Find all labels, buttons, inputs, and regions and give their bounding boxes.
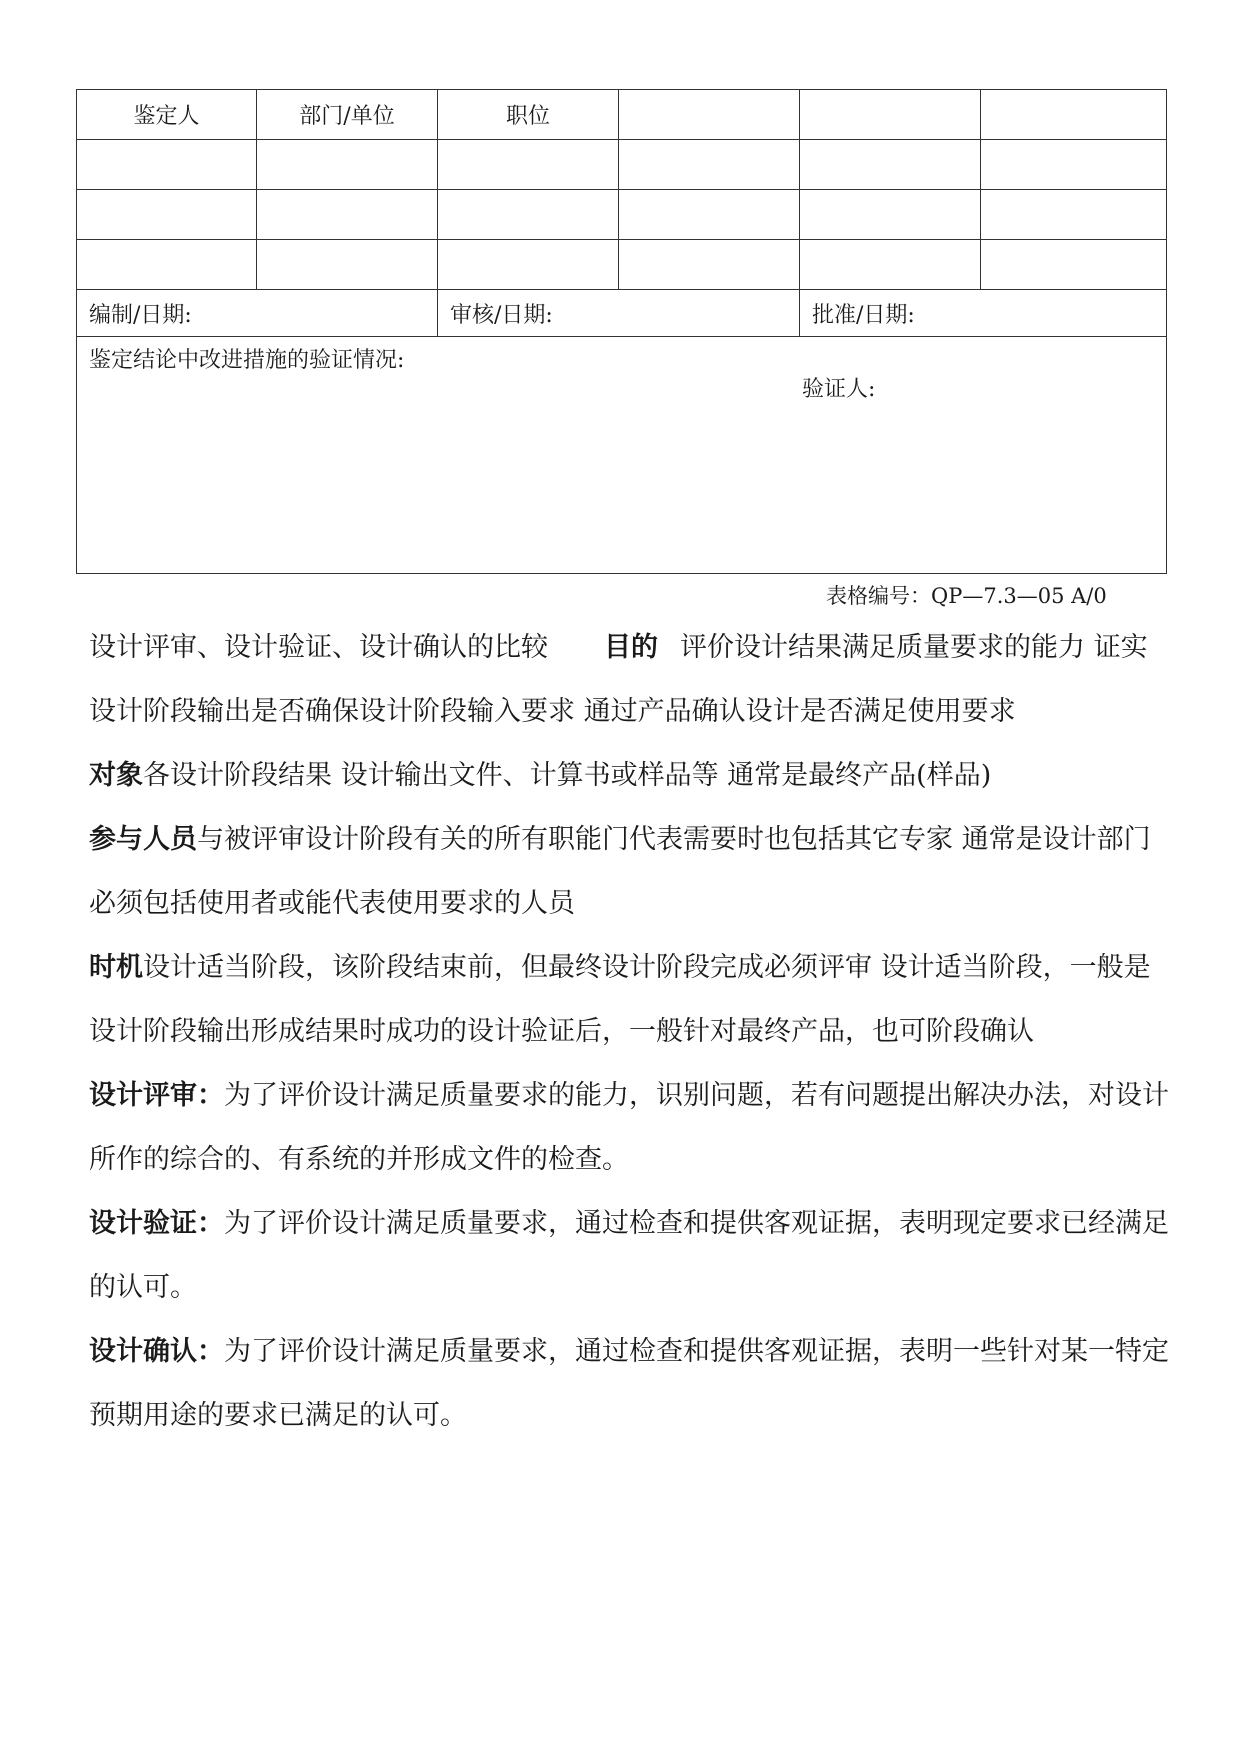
- header-cell-empty: [619, 90, 800, 140]
- table-cell: [438, 140, 619, 190]
- table-cell: [981, 190, 1167, 240]
- comparison-text: [89, 616, 1169, 1448]
- table-cell: [77, 240, 257, 290]
- header-cell-empty: [800, 90, 981, 140]
- term-design-review: 设计评审：: [89, 1080, 224, 1111]
- appraisal-form-table: [76, 89, 1167, 574]
- form-code: 表格编号：QP—7.3—05 A/0: [826, 584, 1107, 608]
- paragraph-design-validation: [89, 1320, 1169, 1448]
- timing-text: 设计适当阶段，该阶段结束前，但最终设计阶段完成必须评审 设计适当阶段，一般是设计阶段输出形成结果时成功的设计验证后，一般针对最终产品，也可阶段确认: [89, 952, 1151, 1047]
- table-header-row: [77, 90, 1167, 140]
- table-row: [77, 140, 1167, 190]
- paragraph-participants: [89, 808, 1169, 936]
- table-cell: [619, 140, 800, 190]
- object-text: 各设计阶段结果 设计输出文件、计算书或样品等 通常是最终产品(样品): [143, 760, 992, 791]
- paragraph-timing: [89, 936, 1169, 1064]
- table-cell: [981, 240, 1167, 290]
- table-cell: [257, 140, 438, 190]
- term-object: 对象: [89, 760, 143, 791]
- design-validation-text: 为了评价设计满足质量要求，通过检查和提供客观证据，表明一些针对某一特定预期用途的要求已满足的认可。: [89, 1336, 1169, 1431]
- reviewed-date-field[interactable]: 审核/日期:: [438, 290, 800, 337]
- paragraph-object: [89, 744, 1169, 808]
- term-design-verification: 设计验证：: [89, 1208, 224, 1239]
- verifier-label: 验证人:: [802, 377, 876, 402]
- design-verification-text: 为了评价设计满足质量要求，通过检查和提供客观证据，表明现定要求已经满足的认可。: [89, 1208, 1169, 1303]
- term-design-validation: 设计确认：: [89, 1336, 224, 1367]
- approved-date-field[interactable]: 批准/日期:: [800, 290, 1167, 337]
- table-cell: [257, 240, 438, 290]
- design-review-text: 为了评价设计满足质量要求的能力，识别问题，若有问题提出解决办法，对设计所作的综合的、有系统的并形成文件的检查。: [89, 1080, 1169, 1175]
- verification-field[interactable]: [77, 337, 1167, 574]
- table-row: [77, 190, 1167, 240]
- paragraph-purpose: [89, 616, 1169, 744]
- verification-label: 鉴定结论中改进措施的验证情况:: [89, 348, 405, 373]
- comparison-title: 设计评审、设计验证、设计确认的比较: [89, 632, 548, 663]
- table-row: [77, 240, 1167, 290]
- table-cell: [800, 190, 981, 240]
- table-cell: [438, 240, 619, 290]
- table-cell: [438, 190, 619, 240]
- signature-row: [77, 290, 1167, 337]
- table-cell: [981, 140, 1167, 190]
- purpose-text: 评价设计结果满足质量要求的能力 证实设计阶段输出是否确保设计阶段输入要求 通过产品确认设计是否满足使用要求: [89, 632, 1148, 727]
- prepared-date-field[interactable]: 编制/日期:: [77, 290, 438, 337]
- table-cell: [619, 240, 800, 290]
- header-department: 部门/单位: [257, 90, 438, 140]
- table-cell: [619, 190, 800, 240]
- header-cell-empty: [981, 90, 1167, 140]
- header-position: 职位: [438, 90, 619, 140]
- term-timing: 时机: [89, 952, 143, 983]
- term-purpose: 目的: [604, 632, 658, 663]
- term-participants: 参与人员: [89, 824, 197, 855]
- verification-row: [77, 337, 1167, 574]
- table-cell: [77, 190, 257, 240]
- table-cell: [800, 240, 981, 290]
- header-appraiser: 鉴定人: [77, 90, 257, 140]
- table-cell: [257, 190, 438, 240]
- paragraph-design-review: [89, 1064, 1169, 1192]
- participants-text: 与被评审设计阶段有关的所有职能门代表需要时也包括其它专家 通常是设计部门必须包括使用者或能代表使用要求的人员: [89, 824, 1151, 919]
- paragraph-design-verification: [89, 1192, 1169, 1320]
- table-cell: [77, 140, 257, 190]
- table-cell: [800, 140, 981, 190]
